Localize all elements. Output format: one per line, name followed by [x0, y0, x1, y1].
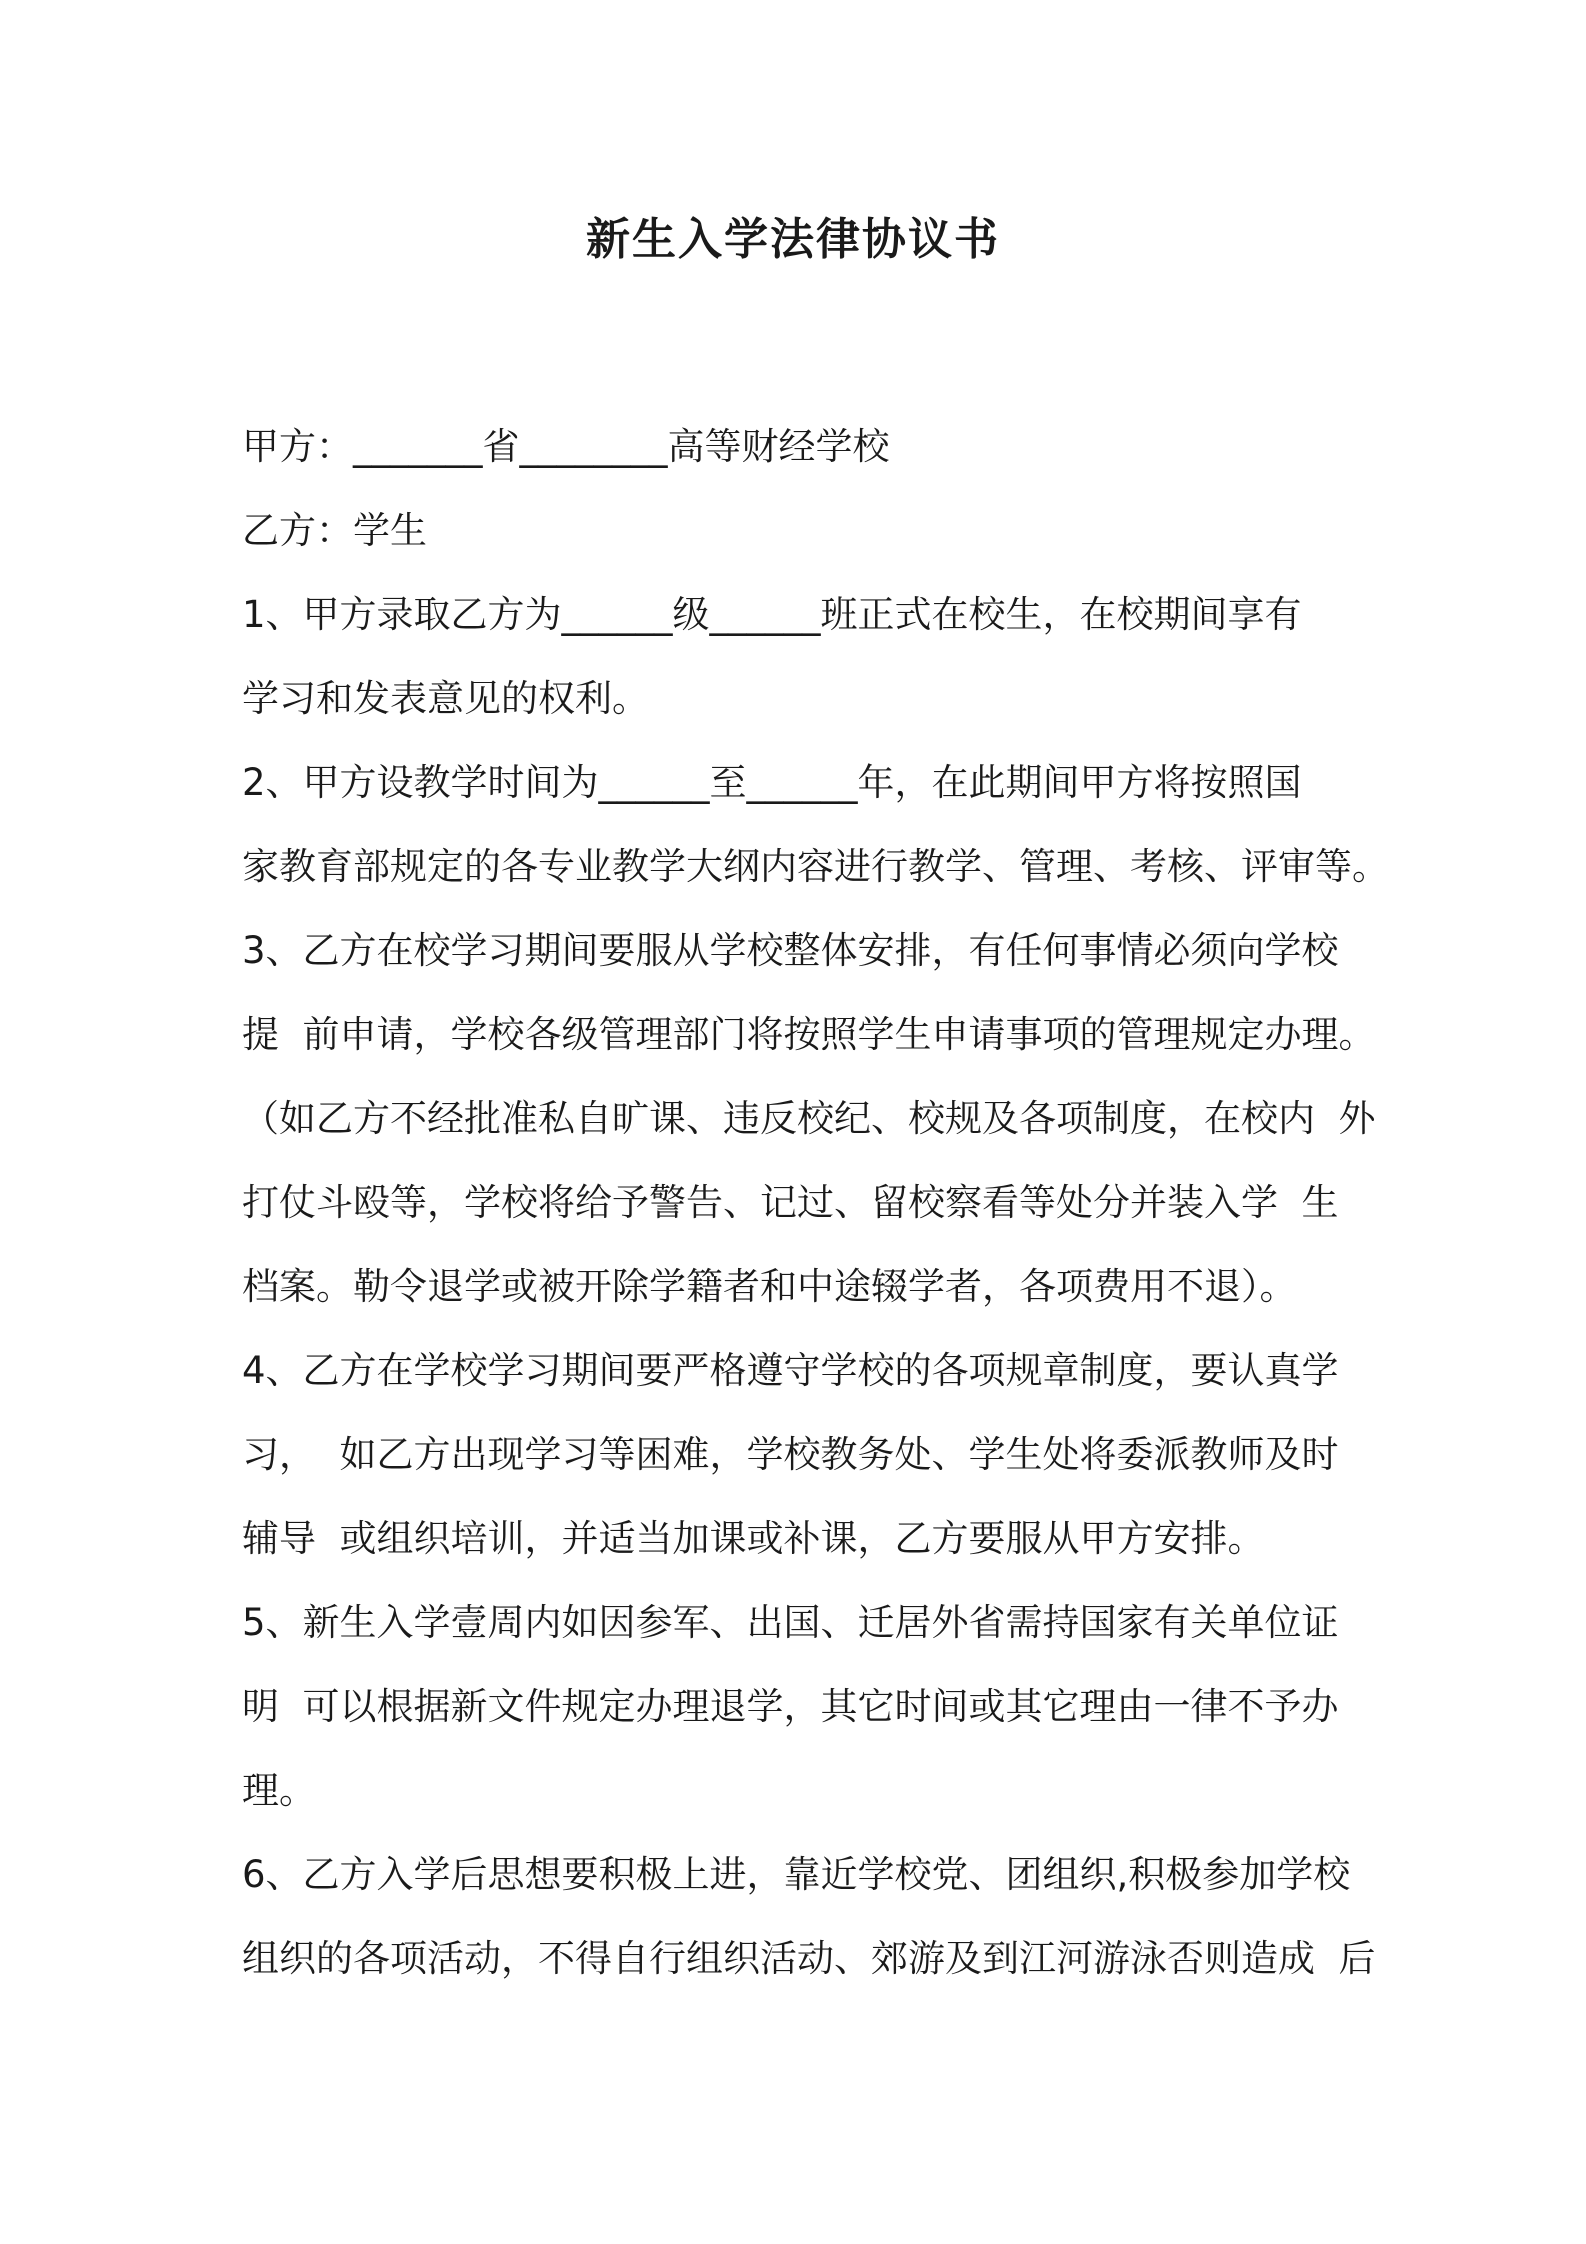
document-body [242, 405, 1389, 2001]
clause-5-line-1: 5、新生入学壹周内如因参军、出国、迁居外省需持国家有关单位证 [242, 1601, 1339, 1644]
clause-1-line-1: 1、甲方录取乙方为______级______班正式在校生，在校期间享有 [242, 593, 1302, 636]
clause-5-line-2: 明 可以根据新文件规定办理退学，其它时间或其它理由一律不予办 [242, 1685, 1339, 1728]
clause-1-line-2: 学习和发表意见的权利。 [242, 677, 649, 720]
clause-3-line-1: 3、乙方在校学习期间要服从学校整体安排，有任何事情必须向学校 [242, 929, 1339, 972]
party-b-line: 乙方：学生 [242, 509, 427, 552]
clause-5-line-3: 理。 [242, 1769, 316, 1812]
clause-4-line-3: 辅导 或组织培训，并适当加课或补课，乙方要服从甲方安排。 [242, 1517, 1265, 1560]
clause-2-line-2: 家教育部规定的各专业教学大纲内容进行教学、管理、考核、评审等。 [242, 845, 1389, 888]
clause-6-line-1: 6、乙方入学后思想要积极上进，靠近学校党、团组织,积极参加学校 [242, 1853, 1351, 1896]
clause-3-line-2: 提 前申请，学校各级管理部门将按照学生申请事项的管理规定办理。 [242, 1013, 1376, 1056]
clause-6-line-2: 组织的各项活动，不得自行组织活动、郊游及到江河游泳否则造成 后 [242, 1937, 1376, 1980]
clause-4-line-2: 习， 如乙方出现学习等困难，学校教务处、学生处将委派教师及时 [242, 1433, 1339, 1476]
clause-3-line-5: 档案。勒令退学或被开除学籍者和中途辍学者，各项费用不退）。 [242, 1265, 1297, 1308]
clause-2-line-1: 2、甲方设教学时间为______至______年，在此期间甲方将按照国 [242, 761, 1302, 804]
clause-3-line-4: 打仗斗殴等，学校将给予警告、记过、留校察看等处分并装入学 生 [242, 1181, 1339, 1224]
clause-3-line-3: （如乙方不经批准私自旷课、违反校纪、校规及各项制度，在校内 外 [242, 1097, 1376, 1140]
clause-4-line-1: 4、乙方在学校学习期间要严格遵守学校的各项规章制度，要认真学 [242, 1349, 1339, 1392]
document-title: 新生入学法律协议书 [586, 214, 1000, 265]
party-a-line: 甲方：_______省________高等财经学校 [242, 425, 890, 468]
